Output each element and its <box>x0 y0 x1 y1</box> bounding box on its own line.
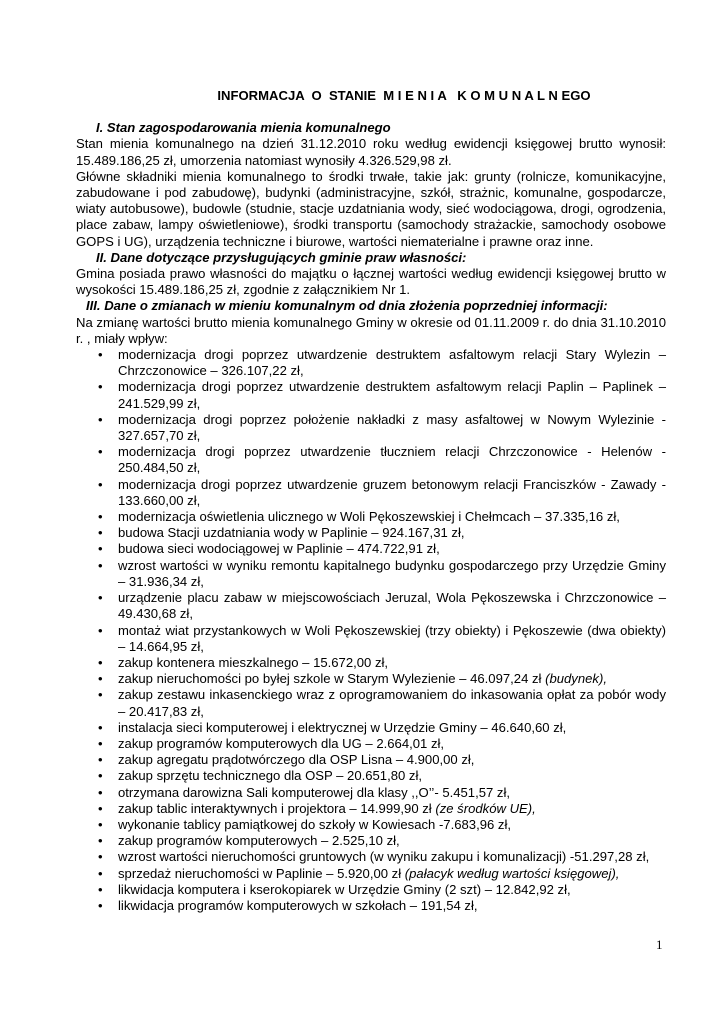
bullet-icon: • <box>98 671 103 687</box>
list-item <box>76 801 666 817</box>
section-2-heading: II. Dane dotyczące przysługujących gminie praw własności: <box>96 249 467 265</box>
bullet-icon: • <box>98 735 103 751</box>
list-item <box>76 736 666 752</box>
list-item-text: zakup agregatu prądotwórczego dla OSP Lisna – 4.900,00 zł, <box>118 752 475 768</box>
bullet-icon: • <box>98 654 103 670</box>
list-item-note: (pałacyk według wartości księgowej), <box>404 865 620 881</box>
list-item-text: zakup tablic interaktywnych i projektora – 14.999,90 zł <box>118 800 436 816</box>
list-item <box>76 525 666 541</box>
section-1-paragraph-2: Główne składniki mienia komunalnego to środki trwałe, takie jak: grunty (rolnicze, komunikacyjne, zabudowane i pod zabudowę), budynki (administracyjne, szkół, strażnic, komunalne, gospodarcze, wiaty autobusowe), budowle (studnie, stacje uzdatniania wody, sieć wodociągowa, drogi, ogrodzenia, place zabaw, lampy oświetleniowe), środki transportu (samochody strażackie, samochody osobowe GOPS i UG), urządzenia techniczne i biurowe, wartości niematerialne i prawne oraz inne. <box>76 168 666 249</box>
list-item-text: zakup zestawu inkasenckiego wraz z oprogramowaniem do inkasowania opłat za pobór wody – 20.417,83 zł, <box>118 687 666 719</box>
list-item <box>76 785 666 801</box>
bullet-icon: • <box>98 557 103 573</box>
bullet-icon: • <box>98 849 103 865</box>
list-item <box>76 768 666 784</box>
list-item-text: modernizacja oświetlenia ulicznego w Woli Pękoszewskiej i Chełmcach – 37.335,16 zł, <box>118 509 620 525</box>
list-item-text: zakup programów komputerowych – 2.525,10 zł, <box>118 833 400 849</box>
list-item-text: likwidacja komputera i kserokopiarek w Urzędzie Gminy (2 szt) – 12.842,92 zł, <box>118 881 571 897</box>
bullet-icon: • <box>98 476 103 492</box>
document-title: INFORMACJA O STANIE M I E N I A K O M U N A L N EGO <box>217 88 591 103</box>
list-item <box>76 379 666 411</box>
list-item-text: zakup programów komputerowych dla UG – 2.664,01 zł, <box>118 735 445 751</box>
list-item <box>76 833 666 849</box>
list-item <box>76 849 666 865</box>
changes-list <box>76 347 666 914</box>
bullet-icon: • <box>98 541 103 557</box>
list-item <box>76 541 666 557</box>
bullet-icon: • <box>98 800 103 816</box>
list-item <box>76 623 666 655</box>
section-2-paragraph: Gmina posiada prawo własności do majątku o łącznej wartości według ewidencji księgowej brutto w wysokości 15.489.186,25 zł, zgodnie z załącznikiem Nr 1. <box>76 266 666 298</box>
list-item <box>76 687 666 719</box>
section-1-heading: I. Stan zagospodarowania mienia komunalnego <box>96 120 391 136</box>
list-item <box>76 817 666 833</box>
bullet-icon: • <box>98 444 103 460</box>
list-item <box>76 590 666 622</box>
section-1-paragraph-1: Stan mienia komunalnego na dzień 31.12.2010 roku według ewidencji księgowej brutto wynosił: 15.489.186,25 zł, umorzenia natomiast wynosiły 4.326.529,98 zł. <box>76 136 666 168</box>
list-item-text: instalacja sieci komputerowej i elektrycznej w Urzędzie Gminy – 46.640,60 zł, <box>118 719 567 735</box>
list-item-text: montaż wiat przystankowych w Woli Pękoszewskiej (trzy obiekty) i Pękoszewie (dwa obiekty) – 14.664,95 zł, <box>118 622 666 654</box>
list-item <box>76 558 666 590</box>
list-item-text: budowa Stacji uzdatniania wody w Paplinie – 924.167,31 zł, <box>118 525 465 541</box>
list-item <box>76 509 666 525</box>
list-item-text: modernizacja drogi poprzez utwardzenie destruktem asfaltowym relacji Stary Wylezin – Chrzczonowice – 326.107,22 zł, <box>118 347 666 379</box>
list-item-text: likwidacja programów komputerowych w szkołach – 191,54 zł, <box>118 897 478 913</box>
list-item <box>76 720 666 736</box>
list-item <box>76 444 666 476</box>
list-item <box>76 671 666 687</box>
bullet-icon: • <box>98 525 103 541</box>
document-page <box>76 88 666 914</box>
bullet-icon: • <box>98 687 103 703</box>
list-item-note: (budynek), <box>545 671 607 687</box>
list-item-text: zakup nieruchomości po byłej szkole w Starym Wylezienie – 46.097,24 zł <box>118 671 546 687</box>
list-item-text: modernizacja drogi poprzez utwardzenie tłuczniem relacji Chrzczonowice - Helenów - 250.484,50 zł, <box>118 444 666 476</box>
list-item-text: wzrost wartości w wyniku remontu kapitalnego budynku gospodarczego przy Urzędzie Gminy – 31.936,34 zł, <box>118 557 666 589</box>
bullet-icon: • <box>98 784 103 800</box>
list-item <box>76 347 666 379</box>
list-item-text: urządzenie placu zabaw w miejscowościach Jeruzal, Wola Pękoszewska i Chrzczonowice – 49.430,68 zł, <box>118 590 666 622</box>
list-item <box>76 898 666 914</box>
bullet-icon: • <box>98 816 103 832</box>
list-item-text: modernizacja drogi poprzez utwardzenie gruzem betonowym relacji Franciszków - Zawady - 133.660,00 zł, <box>118 476 666 508</box>
bullet-icon: • <box>98 768 103 784</box>
bullet-icon: • <box>98 347 103 363</box>
bullet-icon: • <box>98 411 103 427</box>
list-item-text: zakup sprzętu technicznego dla OSP – 20.651,80 zł, <box>118 768 423 784</box>
list-item-text: modernizacja drogi poprzez utwardzenie destruktem asfaltowym relacji Paplin – Paplinek – 241.529,99 zł, <box>118 379 666 411</box>
bullet-icon: • <box>98 833 103 849</box>
section-3-paragraph: Na zmianę wartości brutto mienia komunalnego Gminy w okresie od 01.11.2009 r. do dnia 31.10.2010 r. , miały wpływ: <box>76 314 666 346</box>
bullet-icon: • <box>98 379 103 395</box>
bullet-icon: • <box>98 719 103 735</box>
bullet-icon: • <box>98 881 103 897</box>
bullet-icon: • <box>98 897 103 913</box>
section-3-heading: III. Dane o zmianach w mieniu komunalnym od dnia złożenia poprzedniej informacji: <box>86 298 608 314</box>
list-item <box>76 412 666 444</box>
list-item-text: wykonanie tablicy pamiątkowej do szkoły w Kowiesach -7.683,96 zł, <box>118 816 512 832</box>
list-item-text: zakup kontenera mieszkalnego – 15.672,00 zł, <box>118 654 389 670</box>
list-item <box>76 655 666 671</box>
list-item-text: otrzymana darowizna Sali komputerowej dla klasy ,,O’’- 5.451,57 zł, <box>118 784 511 800</box>
bullet-icon: • <box>98 622 103 638</box>
list-item <box>76 477 666 509</box>
list-item-text: budowa sieci wodociągowej w Paplinie – 474.722,91 zł, <box>118 541 440 557</box>
page-number: 1 <box>656 937 663 952</box>
bullet-icon: • <box>98 509 103 525</box>
list-item <box>76 882 666 898</box>
bullet-icon: • <box>98 865 103 881</box>
list-item-text: sprzedaż nieruchomości w Paplinie – 5.920,00 zł <box>118 865 405 881</box>
bullet-icon: • <box>98 752 103 768</box>
list-item-text: modernizacja drogi poprzez położenie nakładki z masy asfaltowej w Nowym Wylezinie - 327.657,70 zł, <box>118 411 666 444</box>
list-item <box>76 866 666 882</box>
list-item <box>76 752 666 768</box>
list-item-note: (ze środków UE), <box>435 800 536 816</box>
bullet-icon: • <box>98 590 103 606</box>
list-item-text: wzrost wartości nieruchomości gruntowych (w wyniku zakupu i komunalizacji) -51.297,28 zł, <box>118 849 650 865</box>
